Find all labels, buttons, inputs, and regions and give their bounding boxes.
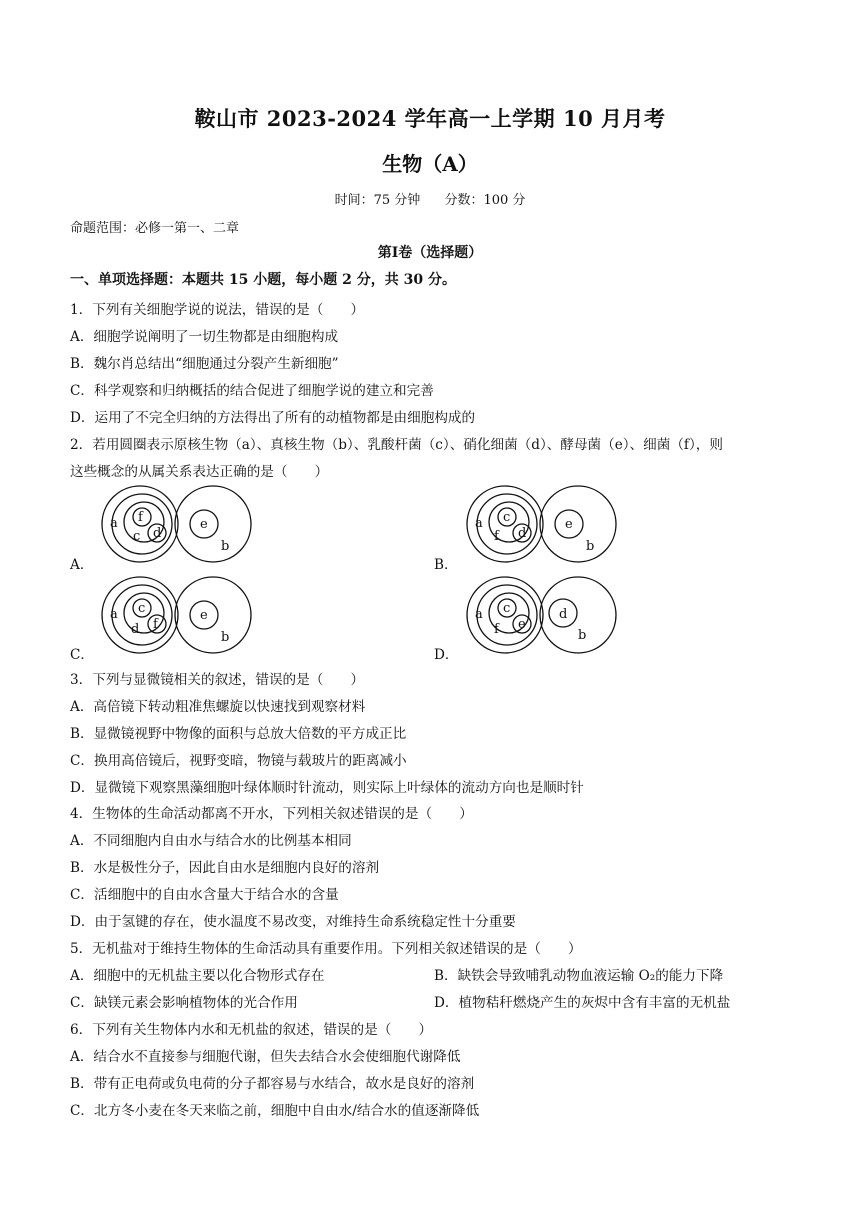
q5-stem: 5．无机盐对于维持生物体的生命活动具有重要作用。下列相关叙述错误的是（ ） — [70, 941, 582, 957]
exam-meta — [0, 189, 860, 208]
q5-option-b: B．缺铁会导致哺乳动物血液运输 O₂的能力下降 — [434, 968, 724, 984]
q6-option-a: A．结合水不直接参与细胞代谢，但失去结合水会使细胞代谢降低 — [70, 1049, 461, 1065]
q2-option-c-label: C． — [70, 647, 94, 663]
label-b: b — [586, 539, 595, 554]
q3-option-c: C．换用高倍镜后，视野变暗，物镜与载玻片的距离减小 — [70, 753, 407, 769]
label-f: f — [494, 622, 499, 637]
q6-stem: 6．下列有关生物体内水和无机盐的叙述，错误的是（ ） — [70, 1022, 433, 1038]
section-heading: 一、单项选择题：本题共 15 小题，每小题 2 分，共 30 分。 — [70, 272, 456, 288]
q2-diagram-a — [100, 484, 255, 566]
label-f: f — [494, 529, 499, 544]
q4-option-c: C．活细胞中的自由水含量大于结合水的含量 — [70, 887, 339, 903]
q6-option-b: B．带有正电荷或负电荷的分子都容易与水结合，故水是良好的溶剂 — [70, 1076, 475, 1092]
label-a: a — [475, 607, 483, 622]
q2-stem-line1: 2．若用圆圈表示原核生物（a）、真核生物（b）、乳酸杆菌（c）、硝化细菌（d）、酵母菌（e）、细菌（f），则 — [70, 437, 723, 453]
q2-diagram-b — [465, 484, 620, 566]
q2-diagram-c — [100, 575, 255, 657]
q1-stem: 1．下列有关细胞学说的说法，错误的是（ ） — [70, 302, 365, 318]
label-b: b — [578, 628, 587, 643]
q2-diagram-d — [465, 575, 620, 657]
label-e: e — [200, 608, 208, 623]
q1-option-c: C．科学观察和归纳概括的结合促进了细胞学说的建立和完善 — [70, 383, 434, 399]
q4-option-a: A．不同细胞内自由水与结合水的比例基本相同 — [70, 833, 352, 849]
label-e: e — [518, 617, 526, 632]
q3-stem: 3．下列与显微镜相关的叙述，错误的是（ ） — [70, 672, 365, 688]
q4-option-d: D．由于氢键的存在，使水温度不易改变，对维持生命系统稳定性十分重要 — [70, 914, 516, 930]
label-e: e — [565, 517, 573, 532]
label-c: c — [138, 601, 146, 616]
label-d: d — [153, 526, 162, 541]
label-c: c — [133, 529, 141, 544]
label-d: d — [518, 526, 527, 541]
q5-option-d: D．植物秸秆燃烧产生的灰烬中含有丰富的无机盐 — [434, 995, 731, 1011]
q4-stem: 4．生物体的生命活动都离不开水，下列相关叙述错误的是（ ） — [70, 806, 473, 822]
q4-option-b: B．水是极性分子，因此自由水是细胞内良好的溶剂 — [70, 860, 380, 876]
label-f: f — [138, 510, 143, 525]
q2-option-a-label: A． — [70, 557, 94, 573]
total-score: 分数：100 分 — [444, 193, 526, 208]
label-a: a — [110, 607, 118, 622]
q1-option-b: B．魏尔肖总结出“细胞通过分裂产生新细胞” — [70, 356, 339, 372]
label-b: b — [221, 539, 230, 554]
exam-scope: 命题范围：必修一第一、二章 — [70, 221, 240, 236]
label-f: f — [153, 617, 158, 632]
q5-option-c: C．缺镁元素会影响植物体的光合作用 — [70, 995, 298, 1011]
q6-option-c: C．北方冬小麦在冬天来临之前，细胞中自由水/结合水的值逐渐降低 — [70, 1103, 480, 1119]
q3-option-d: D．显微镜下观察黑藻细胞叶绿体顺时针流动，则实际上叶绿体的流动方向也是顺时针 — [70, 780, 584, 796]
q3-option-a: A．高倍镜下转动粗准焦螺旋以快速找到观察材料 — [70, 699, 366, 715]
time-limit: 时间：75 分钟 — [334, 193, 421, 208]
exam-title: 鞍山市 2023-2024 学年高一上学期 10 月月考 — [194, 106, 666, 131]
label-c: c — [503, 510, 511, 525]
q2-option-d-label: D． — [434, 647, 459, 663]
q2-stem-line2: 这些概念的从属关系表达正确的是（ ） — [70, 464, 329, 480]
label-a: a — [110, 516, 118, 531]
label-c: c — [503, 601, 511, 616]
label-e: e — [200, 517, 208, 532]
label-d: d — [131, 622, 140, 637]
q5-option-a: A．细胞中的无机盐主要以化合物形式存在 — [70, 968, 325, 984]
volume-heading: 第Ⅰ卷（选择题） — [377, 245, 483, 261]
q1-option-a: A．细胞学说阐明了一切生物都是由细胞构成 — [70, 329, 339, 345]
label-b: b — [221, 630, 230, 645]
q1-option-d: D．运用了不完全归纳的方法得出了所有的动植物都是由细胞构成的 — [70, 410, 476, 426]
label-a: a — [475, 516, 483, 531]
q3-option-b: B．显微镜视野中物像的面积与总放大倍数的平方成正比 — [70, 726, 407, 742]
q2-option-b-label: B． — [434, 557, 458, 573]
label-d: d — [559, 607, 568, 622]
exam-subtitle: 生物（A） — [382, 152, 478, 176]
